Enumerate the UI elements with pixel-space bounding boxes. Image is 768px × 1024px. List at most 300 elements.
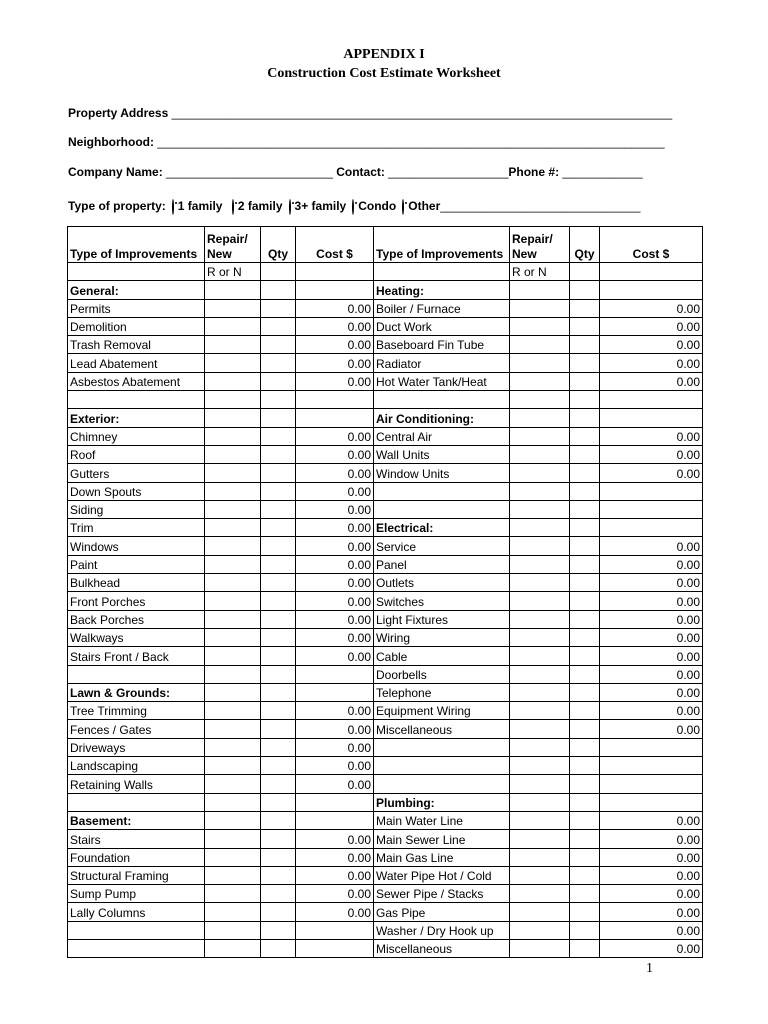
qty-cell[interactable] [570, 811, 600, 829]
cost-cell[interactable]: 0.00 [600, 354, 703, 372]
qty-cell[interactable] [570, 665, 600, 683]
repair-new-cell[interactable] [205, 628, 261, 646]
radio-icon[interactable] [352, 199, 354, 215]
qty-cell[interactable] [261, 372, 296, 390]
qty-cell[interactable] [261, 885, 296, 903]
improvement-name: Windows [68, 537, 205, 555]
qty-cell[interactable] [570, 757, 600, 775]
improvement-name: Structural Framing [68, 866, 205, 884]
cost-cell[interactable]: 0.00 [600, 702, 703, 720]
repair-new-cell[interactable] [205, 830, 261, 848]
hint-blank-cell [374, 263, 510, 281]
qty-cell[interactable] [570, 317, 600, 335]
table-row [68, 574, 703, 592]
repair-new-cell[interactable] [205, 683, 261, 701]
repair-new-cell[interactable] [510, 482, 570, 500]
hint-blank-cell [261, 263, 296, 281]
cost-cell[interactable]: 0.00 [296, 702, 374, 720]
qty-cell[interactable] [570, 445, 600, 463]
repair-new-cell[interactable] [205, 281, 261, 299]
qty-cell[interactable] [261, 903, 296, 921]
repair-new-cell[interactable] [205, 793, 261, 811]
qty-cell[interactable] [570, 885, 600, 903]
table-row [68, 409, 703, 427]
qty-cell[interactable] [261, 683, 296, 701]
cost-cell[interactable] [296, 665, 374, 683]
improvement-name: Main Sewer Line [374, 830, 510, 848]
improvement-name [374, 775, 510, 793]
repair-new-cell[interactable] [510, 793, 570, 811]
qty-cell[interactable] [570, 702, 600, 720]
repair-new-cell[interactable] [510, 830, 570, 848]
improvement-name: Down Spouts [68, 482, 205, 500]
header-cost-left: Cost $ [296, 227, 374, 263]
table-row [68, 720, 703, 738]
qty-cell[interactable] [570, 921, 600, 939]
repair-new-cell[interactable] [205, 427, 261, 445]
repair-new-cell[interactable] [510, 445, 570, 463]
repair-new-cell[interactable] [510, 299, 570, 317]
repair-new-cell[interactable] [510, 628, 570, 646]
repair-new-cell[interactable] [510, 811, 570, 829]
qty-cell[interactable] [570, 775, 600, 793]
repair-new-cell[interactable] [205, 647, 261, 665]
qty-cell[interactable] [261, 647, 296, 665]
cost-cell[interactable]: 0.00 [296, 519, 374, 537]
cost-cell[interactable]: 0.00 [600, 939, 703, 957]
cost-cell[interactable]: 0.00 [600, 647, 703, 665]
repair-new-cell[interactable] [510, 921, 570, 939]
repair-new-cell[interactable] [510, 574, 570, 592]
qty-cell[interactable] [261, 482, 296, 500]
qty-cell[interactable] [261, 738, 296, 756]
qty-cell[interactable] [570, 939, 600, 957]
cost-cell[interactable]: 0.00 [600, 921, 703, 939]
cost-estimate-table [67, 226, 703, 958]
repair-new-cell[interactable] [510, 372, 570, 390]
radio-icon[interactable] [289, 199, 291, 215]
cost-cell[interactable]: 0.00 [296, 885, 374, 903]
contact-label: Contact: [336, 165, 385, 179]
repair-new-cell[interactable] [205, 610, 261, 628]
repair-new-cell[interactable] [510, 610, 570, 628]
qty-cell[interactable] [570, 848, 600, 866]
repair-new-cell[interactable] [205, 409, 261, 427]
cost-cell[interactable] [296, 811, 374, 829]
cost-cell[interactable]: 0.00 [296, 464, 374, 482]
qty-cell[interactable] [261, 811, 296, 829]
repair-new-cell[interactable] [510, 500, 570, 518]
repair-new-cell[interactable] [510, 592, 570, 610]
qty-cell[interactable] [261, 610, 296, 628]
qty-cell[interactable] [570, 299, 600, 317]
cost-cell[interactable]: 0.00 [600, 903, 703, 921]
cost-cell[interactable]: 0.00 [296, 628, 374, 646]
cost-cell[interactable]: 0.00 [600, 720, 703, 738]
qty-cell[interactable] [570, 574, 600, 592]
repair-new-cell[interactable] [205, 866, 261, 884]
repair-new-cell[interactable] [205, 939, 261, 957]
qty-cell[interactable] [261, 720, 296, 738]
cost-cell[interactable] [296, 921, 374, 939]
repair-new-cell[interactable] [510, 683, 570, 701]
cost-cell[interactable]: 0.00 [600, 885, 703, 903]
repair-new-cell[interactable] [510, 464, 570, 482]
repair-new-cell[interactable] [510, 665, 570, 683]
cost-cell[interactable] [600, 519, 703, 537]
table-row [68, 683, 703, 701]
cost-cell[interactable]: 0.00 [600, 445, 703, 463]
repair-new-cell[interactable] [510, 647, 570, 665]
cost-cell[interactable] [296, 793, 374, 811]
cost-cell[interactable]: 0.00 [600, 464, 703, 482]
radio-icon[interactable] [402, 199, 404, 215]
improvement-name [68, 391, 205, 409]
improvement-name: Main Water Line [374, 811, 510, 829]
cost-cell[interactable]: 0.00 [296, 299, 374, 317]
improvement-name: Doorbells [374, 665, 510, 683]
cost-cell[interactable] [600, 793, 703, 811]
cost-cell[interactable]: 0.00 [296, 317, 374, 335]
repair-new-cell[interactable] [510, 866, 570, 884]
improvement-name: Window Units [374, 464, 510, 482]
table-row [68, 628, 703, 646]
repair-new-cell[interactable] [205, 811, 261, 829]
cost-cell[interactable]: 0.00 [296, 574, 374, 592]
improvement-name [374, 738, 510, 756]
neighborhood-line [68, 135, 708, 149]
cost-cell[interactable]: 0.00 [296, 775, 374, 793]
improvement-name: Wall Units [374, 445, 510, 463]
repair-new-cell[interactable] [510, 409, 570, 427]
contact-field[interactable]: __________________ [388, 165, 509, 179]
repair-new-cell[interactable] [205, 903, 261, 921]
qty-cell[interactable] [570, 647, 600, 665]
repair-new-cell[interactable] [205, 574, 261, 592]
cost-cell[interactable] [600, 500, 703, 518]
table-hint-row [68, 263, 703, 281]
cost-cell[interactable]: 0.00 [600, 610, 703, 628]
repair-new-cell[interactable] [205, 555, 261, 573]
qty-cell[interactable] [570, 427, 600, 445]
qty-cell[interactable] [261, 757, 296, 775]
qty-cell[interactable] [261, 464, 296, 482]
qty-cell[interactable] [261, 281, 296, 299]
repair-new-cell[interactable] [205, 317, 261, 335]
repair-new-cell[interactable] [510, 775, 570, 793]
cost-cell[interactable]: 0.00 [296, 427, 374, 445]
cost-cell[interactable] [296, 391, 374, 409]
repair-new-cell[interactable] [205, 848, 261, 866]
qty-cell[interactable] [261, 519, 296, 537]
table-row [68, 866, 703, 884]
qty-cell[interactable] [261, 537, 296, 555]
qty-cell[interactable] [570, 830, 600, 848]
qty-cell[interactable] [261, 500, 296, 518]
qty-cell[interactable] [570, 281, 600, 299]
property-type-line [68, 199, 708, 214]
hint-blank-cell [296, 263, 374, 281]
qty-cell[interactable] [570, 409, 600, 427]
repair-new-cell[interactable] [205, 775, 261, 793]
neighborhood-label: Neighborhood: [68, 135, 154, 149]
qty-cell[interactable] [570, 610, 600, 628]
cost-cell[interactable] [600, 281, 703, 299]
qty-cell[interactable] [261, 775, 296, 793]
qty-cell[interactable] [261, 921, 296, 939]
improvement-name: Stairs [68, 830, 205, 848]
qty-cell[interactable] [261, 592, 296, 610]
cost-cell[interactable]: 0.00 [600, 336, 703, 354]
repair-new-cell[interactable] [205, 500, 261, 518]
improvement-name [68, 939, 205, 957]
property-address-field[interactable]: ___________________________________________________________________________ [171, 106, 673, 120]
repair-new-cell[interactable] [510, 885, 570, 903]
cost-cell[interactable]: 0.00 [600, 866, 703, 884]
repair-new-cell[interactable] [205, 482, 261, 500]
table-row [68, 445, 703, 463]
qty-cell[interactable] [261, 555, 296, 573]
header-repair-new-right: Repair/ New [510, 227, 570, 263]
cost-cell[interactable]: 0.00 [600, 574, 703, 592]
improvement-name [68, 793, 205, 811]
repair-new-cell[interactable] [510, 336, 570, 354]
cost-cell[interactable]: 0.00 [600, 372, 703, 390]
cost-cell[interactable]: 0.00 [296, 372, 374, 390]
repair-new-cell[interactable] [205, 702, 261, 720]
repair-new-cell[interactable] [205, 720, 261, 738]
repair-new-cell[interactable] [510, 519, 570, 537]
improvement-name: Hot Water Tank/Heat [374, 372, 510, 390]
qty-cell[interactable] [261, 427, 296, 445]
cost-cell[interactable]: 0.00 [600, 317, 703, 335]
table-row [68, 848, 703, 866]
neighborhood-field[interactable]: ____________________________________________________________________________ [157, 135, 665, 149]
improvement-name: Miscellaneous [374, 939, 510, 957]
cost-cell[interactable]: 0.00 [296, 482, 374, 500]
cost-cell[interactable] [600, 757, 703, 775]
table-row [68, 921, 703, 939]
cost-cell[interactable]: 0.00 [600, 537, 703, 555]
cost-cell[interactable]: 0.00 [296, 537, 374, 555]
improvement-name: Switches [374, 592, 510, 610]
option-condo: Condo [358, 199, 397, 213]
improvement-name: Baseboard Fin Tube [374, 336, 510, 354]
cost-cell[interactable]: 0.00 [296, 592, 374, 610]
qty-cell[interactable] [570, 683, 600, 701]
cost-cell[interactable]: 0.00 [600, 830, 703, 848]
repair-new-cell[interactable] [510, 354, 570, 372]
section-heading: General: [68, 281, 205, 299]
repair-new-cell[interactable] [510, 555, 570, 573]
cost-cell[interactable] [600, 409, 703, 427]
cost-cell[interactable]: 0.00 [600, 848, 703, 866]
option-3plus-family: 3+ family [294, 199, 347, 213]
cost-cell[interactable]: 0.00 [296, 500, 374, 518]
qty-cell[interactable] [261, 665, 296, 683]
qty-cell[interactable] [261, 628, 296, 646]
qty-cell[interactable] [570, 592, 600, 610]
qty-cell[interactable] [261, 299, 296, 317]
improvement-name: Sewer Pipe / Stacks [374, 885, 510, 903]
qty-cell[interactable] [570, 354, 600, 372]
repair-new-cell[interactable] [205, 354, 261, 372]
other-field[interactable]: ______________________________ [440, 199, 641, 213]
qty-cell[interactable] [261, 445, 296, 463]
cost-cell[interactable]: 0.00 [296, 354, 374, 372]
qty-cell[interactable] [570, 391, 600, 409]
cost-cell[interactable]: 0.00 [296, 848, 374, 866]
improvement-name: Retaining Walls [68, 775, 205, 793]
qty-cell[interactable] [261, 317, 296, 335]
repair-new-cell[interactable] [510, 939, 570, 957]
cost-cell[interactable] [600, 738, 703, 756]
qty-cell[interactable] [261, 866, 296, 884]
repair-new-cell[interactable] [205, 738, 261, 756]
repair-new-cell[interactable] [510, 702, 570, 720]
cost-cell[interactable] [296, 409, 374, 427]
cost-cell[interactable]: 0.00 [600, 299, 703, 317]
repair-new-cell[interactable] [510, 317, 570, 335]
improvement-name: Back Porches [68, 610, 205, 628]
qty-cell[interactable] [570, 482, 600, 500]
cost-cell[interactable]: 0.00 [296, 903, 374, 921]
qty-cell[interactable] [261, 336, 296, 354]
qty-cell[interactable] [570, 537, 600, 555]
qty-cell[interactable] [570, 500, 600, 518]
repair-new-cell[interactable] [205, 391, 261, 409]
repair-new-cell[interactable] [205, 757, 261, 775]
qty-cell[interactable] [570, 738, 600, 756]
qty-cell[interactable] [570, 793, 600, 811]
section-heading: Exterior: [68, 409, 205, 427]
table-row [68, 738, 703, 756]
cost-cell[interactable]: 0.00 [600, 592, 703, 610]
cost-cell[interactable] [296, 683, 374, 701]
repair-new-cell[interactable] [205, 537, 261, 555]
repair-new-cell[interactable] [205, 336, 261, 354]
table-row [68, 592, 703, 610]
qty-cell[interactable] [570, 720, 600, 738]
qty-cell[interactable] [261, 830, 296, 848]
qty-cell[interactable] [261, 702, 296, 720]
table-row [68, 354, 703, 372]
qty-cell[interactable] [570, 555, 600, 573]
table-row [68, 665, 703, 683]
improvement-name: Central Air [374, 427, 510, 445]
qty-cell[interactable] [570, 336, 600, 354]
qty-cell[interactable] [570, 519, 600, 537]
header-repair-new-left: Repair/ New [205, 227, 261, 263]
company-name-field[interactable]: _________________________ [166, 165, 333, 179]
cost-cell[interactable] [600, 482, 703, 500]
repair-new-cell[interactable] [205, 372, 261, 390]
table-row [68, 939, 703, 957]
cost-cell[interactable]: 0.00 [296, 445, 374, 463]
repair-new-cell[interactable] [205, 299, 261, 317]
improvement-name: Boiler / Furnace [374, 299, 510, 317]
repair-new-cell[interactable] [205, 464, 261, 482]
qty-cell[interactable] [570, 464, 600, 482]
cost-cell[interactable]: 0.00 [296, 830, 374, 848]
cost-cell[interactable] [600, 391, 703, 409]
rn-hint-right: R or N [510, 263, 570, 281]
repair-new-cell[interactable] [510, 427, 570, 445]
cost-cell[interactable]: 0.00 [296, 610, 374, 628]
cost-cell[interactable]: 0.00 [600, 427, 703, 445]
cost-cell[interactable] [600, 775, 703, 793]
cost-cell[interactable]: 0.00 [296, 757, 374, 775]
cost-cell[interactable]: 0.00 [600, 665, 703, 683]
repair-new-cell[interactable] [205, 885, 261, 903]
qty-cell[interactable] [261, 939, 296, 957]
improvement-name: Water Pipe Hot / Cold [374, 866, 510, 884]
repair-new-cell[interactable] [510, 757, 570, 775]
cost-cell[interactable]: 0.00 [296, 336, 374, 354]
cost-cell[interactable] [296, 939, 374, 957]
repair-new-cell[interactable] [205, 592, 261, 610]
table-row [68, 903, 703, 921]
repair-new-cell[interactable] [205, 665, 261, 683]
appendix-heading: APPENDIX I [343, 47, 425, 62]
repair-new-cell[interactable] [510, 391, 570, 409]
qty-cell[interactable] [570, 628, 600, 646]
improvement-name [374, 500, 510, 518]
repair-new-cell[interactable] [510, 738, 570, 756]
repair-new-cell[interactable] [205, 445, 261, 463]
improvement-name: Wiring [374, 628, 510, 646]
qty-cell[interactable] [570, 866, 600, 884]
repair-new-cell[interactable] [510, 848, 570, 866]
cost-cell[interactable]: 0.00 [296, 866, 374, 884]
radio-icon[interactable] [172, 199, 174, 215]
cost-cell[interactable]: 0.00 [600, 811, 703, 829]
radio-icon[interactable] [232, 199, 234, 215]
qty-cell[interactable] [261, 848, 296, 866]
qty-cell[interactable] [261, 354, 296, 372]
property-address-label: Property Address [68, 106, 169, 120]
cost-cell[interactable]: 0.00 [600, 683, 703, 701]
cost-cell[interactable]: 0.00 [296, 555, 374, 573]
phone-field[interactable]: ____________ [562, 165, 643, 179]
cost-cell[interactable]: 0.00 [296, 647, 374, 665]
improvement-name: Gas Pipe [374, 903, 510, 921]
qty-cell[interactable] [261, 574, 296, 592]
qty-cell[interactable] [261, 793, 296, 811]
repair-new-cell[interactable] [510, 281, 570, 299]
cost-cell[interactable] [296, 281, 374, 299]
repair-new-cell[interactable] [510, 903, 570, 921]
improvement-name: Sump Pump [68, 885, 205, 903]
repair-new-cell[interactable] [205, 921, 261, 939]
qty-cell[interactable] [570, 372, 600, 390]
repair-new-cell[interactable] [510, 720, 570, 738]
repair-new-cell[interactable] [510, 537, 570, 555]
improvement-name: Foundation [68, 848, 205, 866]
cost-cell[interactable]: 0.00 [296, 720, 374, 738]
phone-label: Phone #: [508, 165, 560, 179]
repair-new-cell[interactable] [205, 519, 261, 537]
cost-cell[interactable]: 0.00 [600, 555, 703, 573]
qty-cell[interactable] [261, 391, 296, 409]
table-row [68, 427, 703, 445]
qty-cell[interactable] [261, 409, 296, 427]
cost-cell[interactable]: 0.00 [296, 738, 374, 756]
table-row [68, 647, 703, 665]
cost-cell[interactable]: 0.00 [600, 628, 703, 646]
qty-cell[interactable] [570, 903, 600, 921]
improvement-name: Stairs Front / Back [68, 647, 205, 665]
